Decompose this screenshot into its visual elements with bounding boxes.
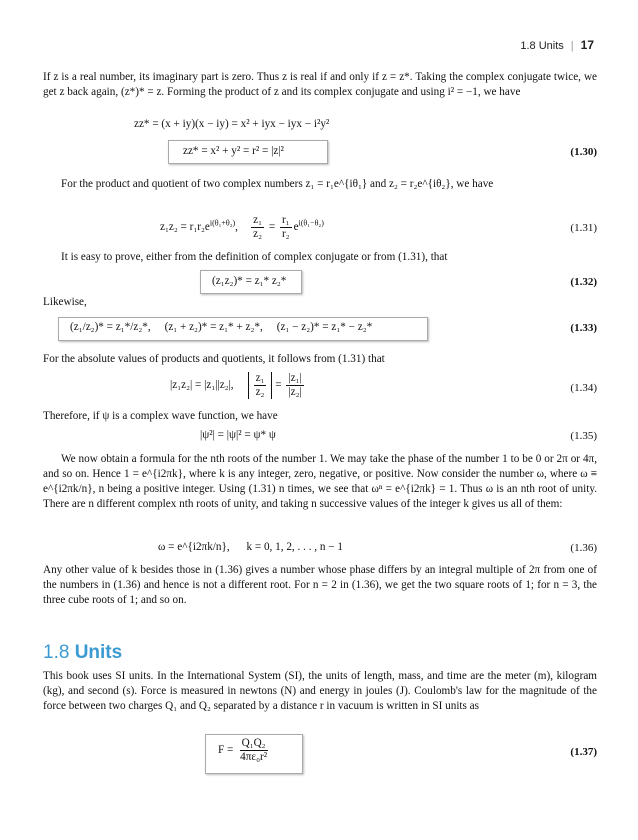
paragraph-real-number: If z is a real number, its imaginary part is zero. Thus z is real if and only if z = z*. Taking the complex conjugate twice, we get z back again, (z*)* = z. Forming the product of z and its complex conjugate and using i² = −1, we have <box>43 71 597 98</box>
equation-label-1-33: (1.33) <box>570 322 597 334</box>
paragraph-other-values: Any other value of k besides those in (1.36) gives a number whose phase differs by an integral multiple of 2π from one of the numbers in (1.36) and hence is not a different root. For n = 2 in (1.36), we get the two square roots of 1; for n = 3, the three cube roots of 1; and so on. <box>43 564 597 606</box>
eq-137-frac: $\frac{\text{Q₁Q₂}}{\text{4πε₀r²}}$ <box>240 737 268 763</box>
equation-label-1-36: (1.36) <box>570 542 597 554</box>
paragraph-likewise: Likewise, <box>43 296 87 308</box>
running-head: 1.8 Units | 17 <box>520 38 594 52</box>
equation-1-37 <box>218 737 271 764</box>
equation-1-36: ω = e^{i2πk/n}, k = 0, 1, 2, . . . , n − 1 <box>158 541 343 553</box>
paragraph-easy-to-prove: It is easy to prove, either from the definition of complex conjugate or from (1.31), that <box>61 251 448 263</box>
equation-1-32: (z₁z₂)* = z₁* z₂* <box>212 275 287 287</box>
running-head-section: 1.8 Units <box>520 40 564 52</box>
equation-label-1-32: (1.32) <box>570 276 597 288</box>
section-title: Units <box>74 642 123 663</box>
eq-134-abs-frac: $\frac{\text{z₁}}{\text{z₂}}$ <box>248 372 273 399</box>
equation-1-31: $z_1z_2 = r_1r_2e^{i(\theta_1+\theta_2)}$, $\frac{\text{z₁}}{\text{z₂}}$ = $\frac{\text{r₁}}{\text{r₂}}$ $e^{i(\theta_1-\theta_2)}$ <box>160 214 324 240</box>
equation-label-1-34: (1.34) <box>570 382 597 394</box>
equation-1-33: (z₁/z₂)* = z₁*/z₂*, (z₁ + z₂)* = z₁* + z₂*, (z₁ − z₂)* = z₁* − z₂* <box>70 321 373 333</box>
paragraph-absolute-values: For the absolute values of products and quotients, it follows from (1.31) that <box>43 353 385 365</box>
paragraph-nth-roots: We now obtain a formula for the nth roots of the number 1. We may take the phase of the number 1 to be 0 or 2π or 4π, and so on. Hence 1 = e^{i2πk}, where k is any integer, zero, negative, or positive. Now consider the number ω, where ω ≡ e^{i2πk/n}, n being a positive integer. Using (1.31) n times, we see that ωⁿ = e^{i2πk} = 1. Thus ω is an nth root of unity. There are n different complex nth roots of unity, and taking n successive values of the integer k gives us all of them: <box>43 453 597 510</box>
equation-label-1-35: (1.35) <box>570 430 597 442</box>
eq-131-left-exp: i(θ₁+θ₂) <box>209 218 236 228</box>
equation-1-35: |ψ²| = |ψ|² = ψ* ψ <box>200 429 276 441</box>
eq-131-frac-z: $\frac{\text{z₁}}{\text{z₂}}$ <box>253 214 263 240</box>
section-heading <box>43 642 122 664</box>
eq-131-left: z₁z₂ = r₁r₂e <box>160 221 210 234</box>
page-number: 17 <box>580 38 594 52</box>
section-number: 1.8 <box>43 642 70 663</box>
paragraph-wave-function: Therefore, if ψ is a complex wave function, we have <box>43 410 278 422</box>
eq-134-rhs-frac: $\frac{\text{|z₁|}}{\text{|z₂|}}$ <box>288 372 302 398</box>
eq-134-left: |z₁z₂| = |z₁||z₂|, <box>170 379 234 392</box>
equation-label-1-30: (1.30) <box>570 146 597 158</box>
equation-label-1-31: (1.31) <box>570 222 597 234</box>
equation-1-30: zz* = x² + y² = r² = |z|² <box>183 145 284 157</box>
eq-131-right-exp: i(θ₁−θ₂) <box>298 218 324 228</box>
eq-137-lhs: F = <box>218 744 234 757</box>
paragraph-si-units: This book uses SI units. In the International System (SI), the units of length, mass, and time are the meter (m), kilogram (kg), and second (s). Force is measured in newtons (N) and energy in joules (J). Coulomb's law for the magnitude of the force between two charges Q₁ and Q₂ separated by a distance r in vacuum is written in SI units as <box>43 670 597 712</box>
equation-label-1-37: (1.37) <box>570 746 597 758</box>
equation-1-34: |z₁z₂| = |z₁||z₂|, $\frac{\text{z₁}}{\text{z₂}}$ = $\frac{\text{|z₁|}}{\text{|z₂|}}$ <box>170 372 302 398</box>
paragraph-product-quotient: For the product and quotient of two complex numbers z₁ = r₁e^{iθ₁} and z₂ = r₂e^{iθ₂}, we have <box>61 178 494 190</box>
equation-expand: zz* = (x + iy)(x − iy) = x² + iyx − iyx − i²y² <box>134 118 330 130</box>
eq-131-frac-r: $\frac{\text{r₁}}{\text{r₂}}$ <box>281 214 290 240</box>
